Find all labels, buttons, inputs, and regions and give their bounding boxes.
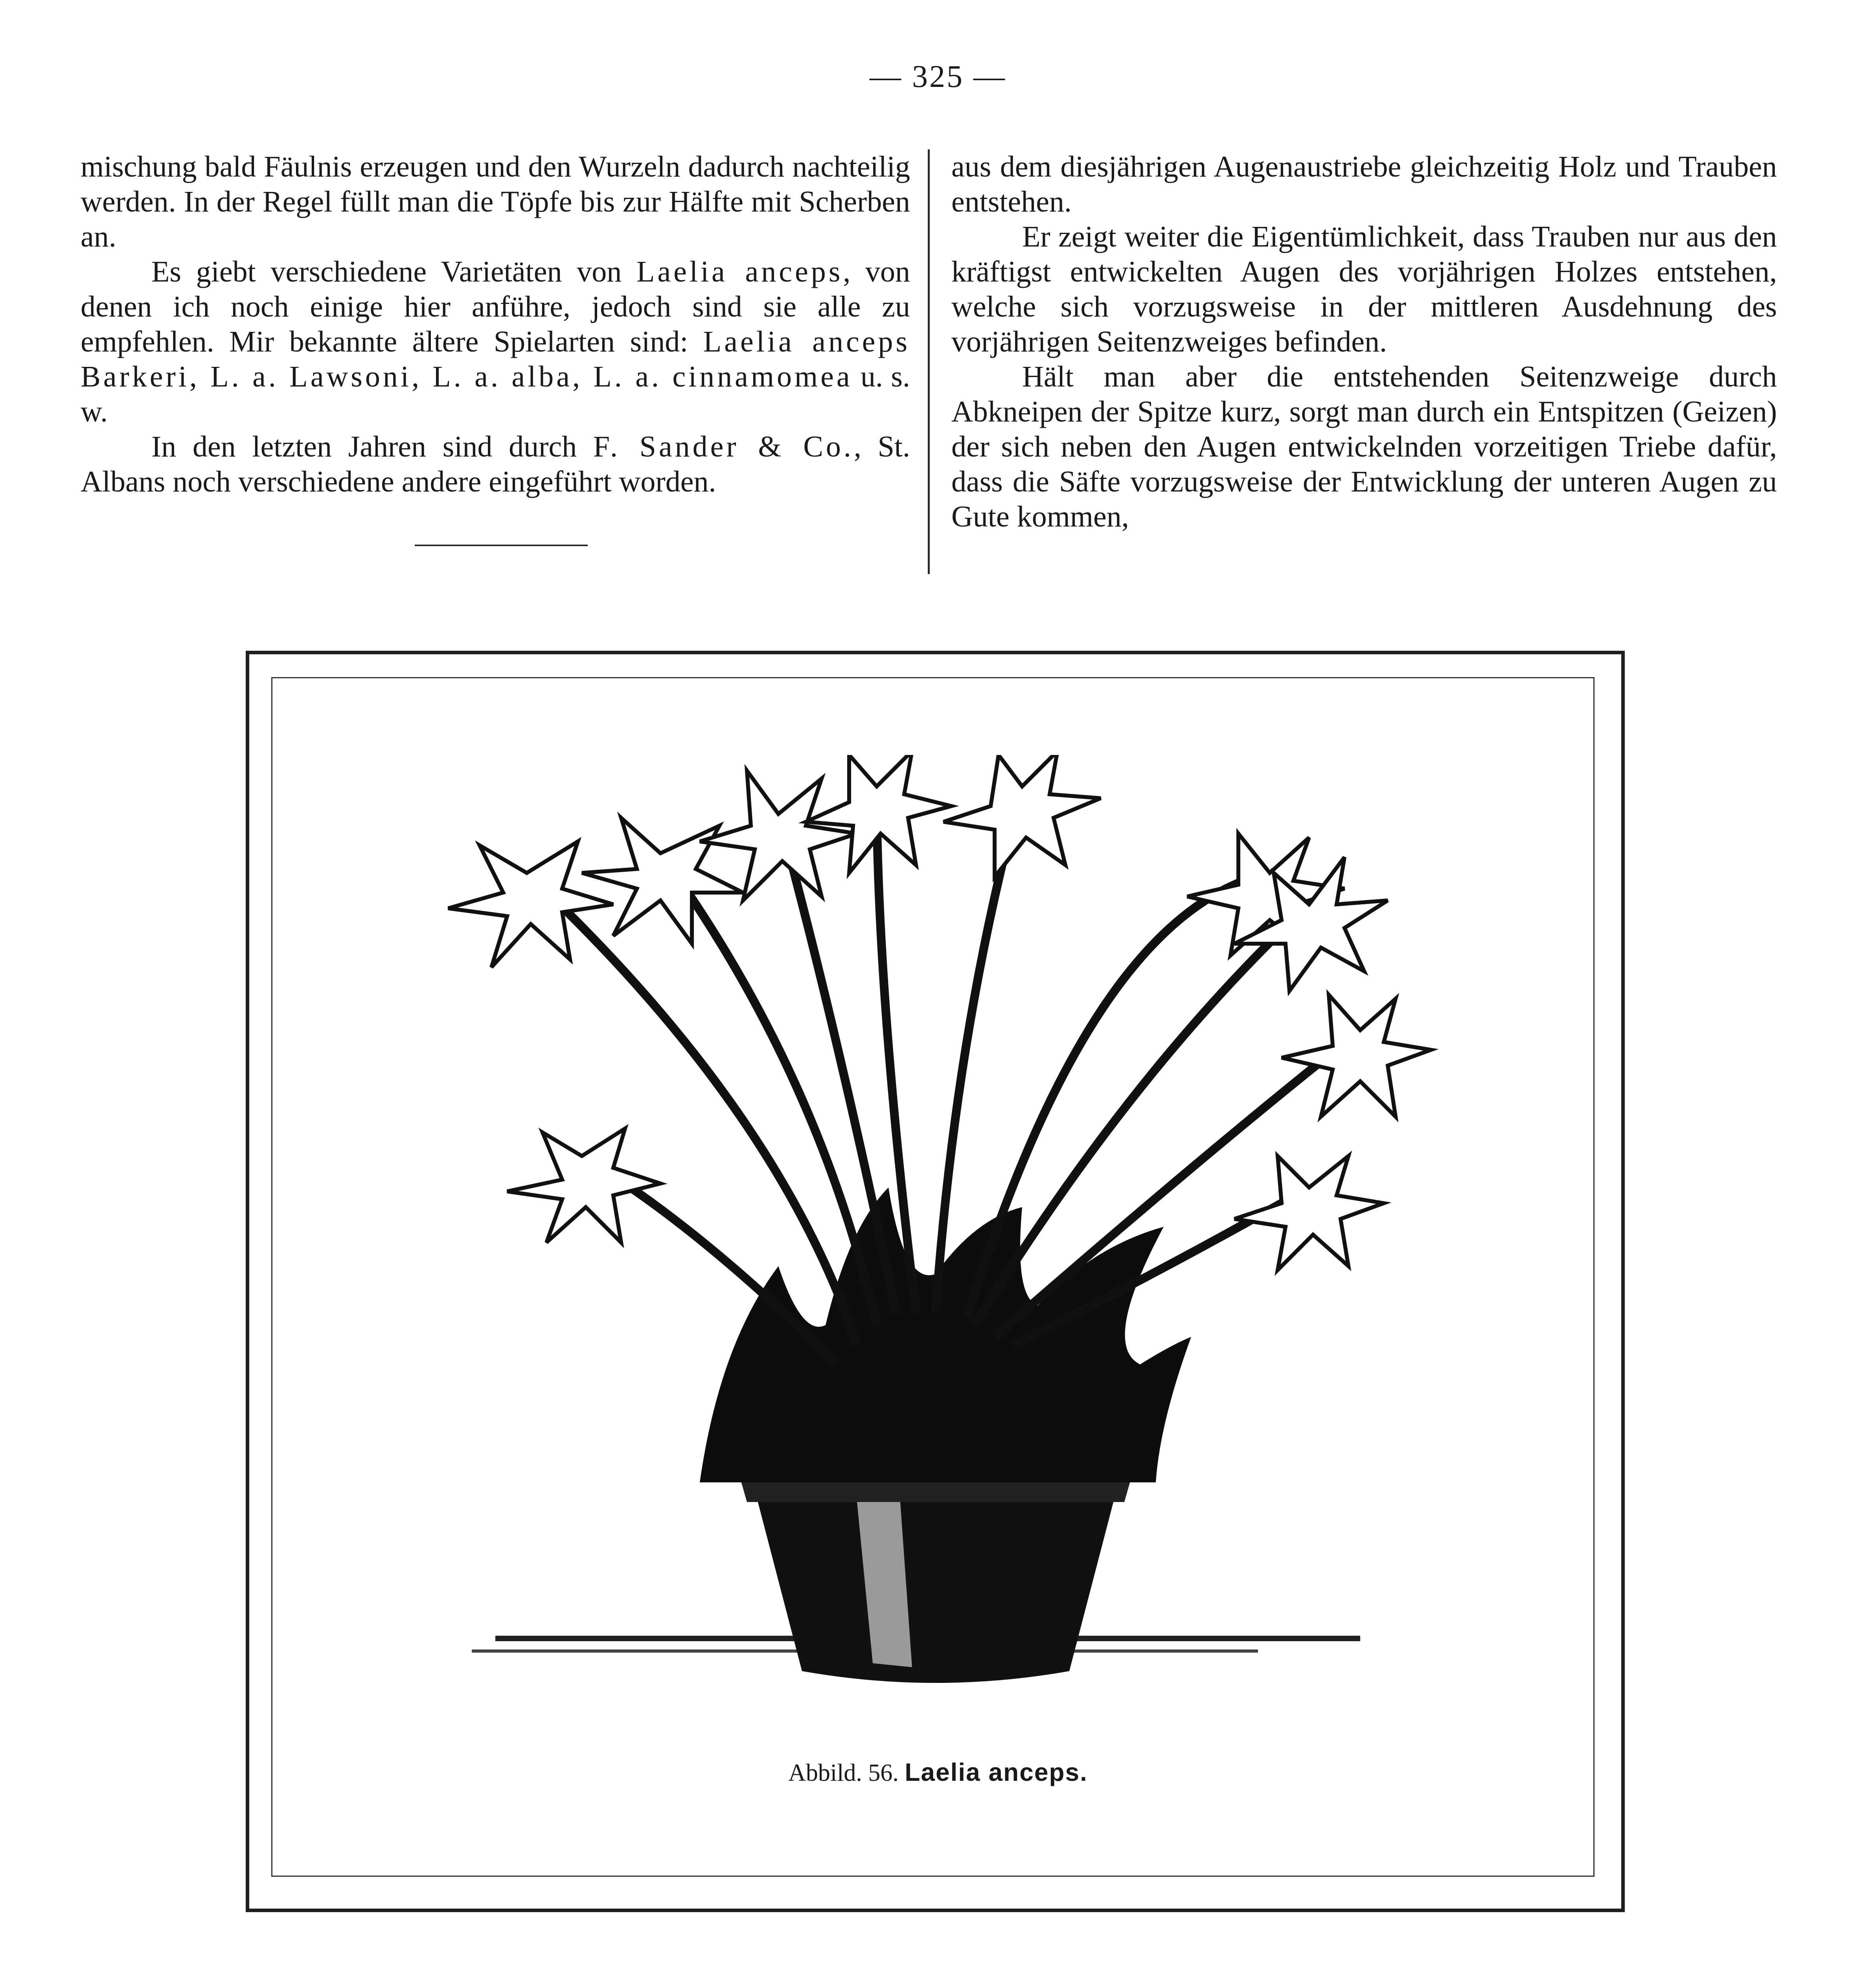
top-left-column xyxy=(81,149,910,499)
paragraph: aus dem diesjährigen Augenaustriebe gleichzeitig Holz und Trauben entstehen. xyxy=(951,150,1777,218)
paragraph: Es giebt verschiedene Varietäten von Laelia anceps, von denen ich noch einige hier anführe, jedoch sind sie alle zu empfehlen. Mir bekannte ältere Spielarten sind: Laelia anceps Barkeri, L. a. Lawsoni, L. a. alba, L. a. cinnamomea u. s. w. xyxy=(81,255,910,428)
paragraph: Er zeigt weiter die Eigentümlichkeit, dass Trauben nur aus den kräftigst entwickelten Augen des vorjährigen Holzes entstehen, welche sich vorzugsweise in der mittleren Ausdehnung des vorjährigen Seitenzweiges befinden. xyxy=(951,220,1777,358)
flowers xyxy=(448,755,1431,1270)
paragraph: In den letzten Jahren sind durch F. Sander & Co., St. Albans noch verschiedene andere eingeführt worden. xyxy=(81,430,910,498)
paragraph: Hält man aber die entstehenden Seitenzweige durch Abkneipen der Spitze kurz, sorgt man durch ein Entspitzen (Geizen) der sich neben den Augen entwickelnden vorzeitigen Triebe dafür, dass die Säfte vorzugsweise der Entwicklung der unteren Augen zu Gute kommen, xyxy=(951,360,1777,533)
top-right-column xyxy=(951,149,1777,534)
caption-label: Abbild. 56. xyxy=(788,1760,899,1786)
column-rule xyxy=(928,149,930,574)
orchid-illustration xyxy=(425,755,1470,1722)
figure-caption xyxy=(0,1758,1876,1787)
page-number: — 325 — xyxy=(870,59,1006,94)
caption-title: Laelia anceps. xyxy=(905,1758,1088,1786)
flower-pot xyxy=(755,1490,1116,1683)
section-divider xyxy=(415,545,588,546)
paragraph: mischung bald Fäulnis erzeugen und den Wurzeln dadurch nachteilig werden. In der Regel füllt man die Töpfe bis zur Hälfte mit Scherben an. xyxy=(81,150,910,253)
